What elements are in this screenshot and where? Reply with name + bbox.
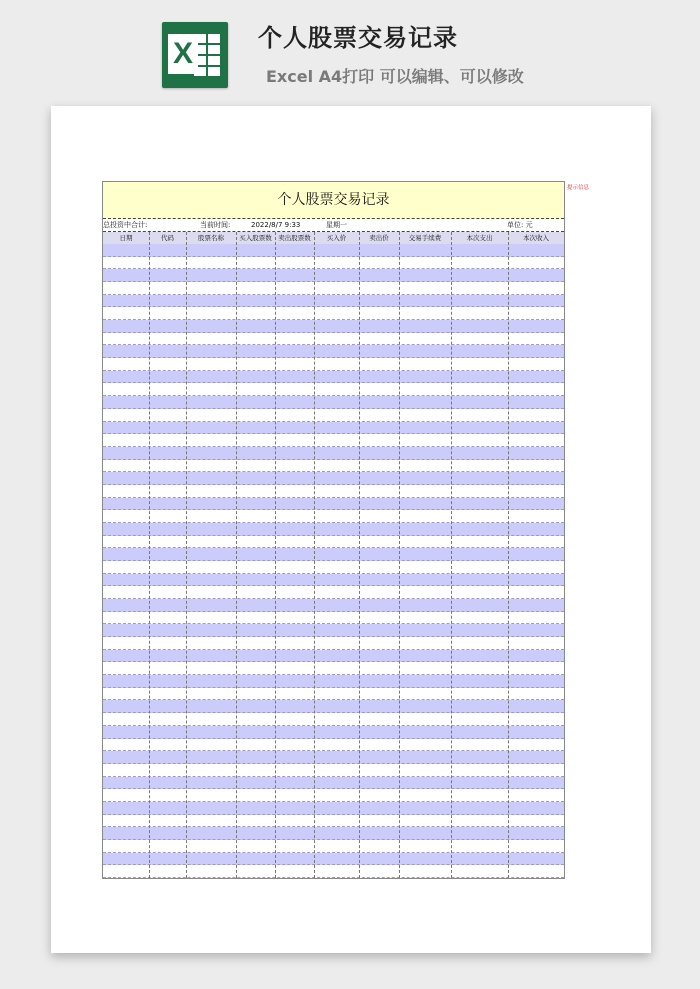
- table-row[interactable]: [103, 840, 564, 853]
- spreadsheet-grid-icon: [194, 32, 222, 76]
- table-row[interactable]: [103, 282, 564, 295]
- column-divider: [359, 232, 360, 878]
- column-header: 卖出股票数: [278, 234, 311, 242]
- time-label: 当前时间:: [200, 221, 231, 229]
- table-row[interactable]: [103, 472, 564, 485]
- table-row[interactable]: [103, 751, 564, 764]
- table-row[interactable]: [103, 358, 564, 371]
- table-row[interactable]: [103, 396, 564, 409]
- table-row[interactable]: [103, 713, 564, 726]
- excel-icon: [162, 22, 228, 88]
- total-label: 总投资中合计:: [103, 221, 148, 229]
- table-row[interactable]: [103, 675, 564, 688]
- column-divider: [508, 232, 509, 878]
- info-row: [103, 219, 564, 232]
- table-row[interactable]: [103, 523, 564, 536]
- table-row[interactable]: [103, 688, 564, 701]
- table-row[interactable]: [103, 345, 564, 358]
- column-header: 本次收入: [523, 234, 549, 242]
- table-row[interactable]: [103, 815, 564, 828]
- table-row[interactable]: [103, 700, 564, 713]
- table-row[interactable]: [103, 383, 564, 396]
- excel-letter: X: [168, 34, 198, 74]
- table-row[interactable]: [103, 726, 564, 739]
- table-body: [103, 244, 564, 878]
- column-header: 买入价: [326, 234, 347, 242]
- table-row[interactable]: [103, 739, 564, 752]
- table-row[interactable]: [103, 650, 564, 663]
- table-row[interactable]: [103, 789, 564, 802]
- column-divider: [275, 232, 276, 878]
- column-divider: [236, 232, 237, 878]
- unit-label: 单位: 元: [507, 221, 533, 229]
- table-row[interactable]: [103, 574, 564, 587]
- table-row[interactable]: [103, 485, 564, 498]
- column-header: 交易手续费: [408, 234, 442, 242]
- column-header: 本次支出: [466, 234, 493, 242]
- column-divider: [149, 232, 150, 878]
- table-row[interactable]: [103, 548, 564, 561]
- table-row[interactable]: [103, 865, 564, 878]
- table-row[interactable]: [103, 802, 564, 815]
- table-row[interactable]: [103, 561, 564, 574]
- table-row[interactable]: [103, 662, 564, 675]
- table-row[interactable]: [103, 637, 564, 650]
- side-note: 提示信息: [567, 185, 590, 191]
- weekday-value: 星期一: [326, 221, 347, 229]
- table-row[interactable]: [103, 853, 564, 866]
- spreadsheet: [102, 181, 565, 879]
- column-divider: [451, 232, 452, 878]
- table-row[interactable]: [103, 371, 564, 384]
- column-header: 代码: [161, 234, 174, 242]
- column-divider: [186, 232, 187, 878]
- table-row[interactable]: [103, 409, 564, 422]
- paper-page: [51, 106, 651, 953]
- table-row[interactable]: [103, 586, 564, 599]
- column-header: 卖出价: [369, 234, 389, 242]
- table-row[interactable]: [103, 422, 564, 435]
- banner-title: 个人股票交易记录: [258, 24, 458, 52]
- table-row[interactable]: [103, 320, 564, 333]
- table-row[interactable]: [103, 244, 564, 257]
- table-row[interactable]: [103, 827, 564, 840]
- banner-subtitle: Excel A4打印 可以编辑、可以修改: [266, 67, 524, 86]
- table-row[interactable]: [103, 498, 564, 511]
- table-row[interactable]: [103, 599, 564, 612]
- table-row[interactable]: [103, 447, 564, 460]
- table-row[interactable]: [103, 624, 564, 637]
- table-row[interactable]: [103, 257, 564, 270]
- table-row[interactable]: [103, 612, 564, 625]
- column-divider: [399, 232, 400, 878]
- table-row[interactable]: [103, 536, 564, 549]
- column-header: 股票名称: [198, 234, 224, 242]
- table-row[interactable]: [103, 295, 564, 308]
- table-row[interactable]: [103, 269, 564, 282]
- time-value: 2022/8/7 9:33: [251, 221, 301, 229]
- table-row[interactable]: [103, 764, 564, 777]
- column-divider: [314, 232, 315, 878]
- table-row[interactable]: [103, 333, 564, 346]
- sheet-title: 个人股票交易记录: [103, 182, 564, 219]
- column-header: 买入股票数: [239, 234, 272, 242]
- table-row[interactable]: [103, 777, 564, 790]
- table-row[interactable]: [103, 434, 564, 447]
- banner: [0, 0, 700, 100]
- table-row[interactable]: [103, 460, 564, 473]
- column-header: 日期: [119, 234, 133, 242]
- table-row[interactable]: [103, 307, 564, 320]
- table-row[interactable]: [103, 510, 564, 523]
